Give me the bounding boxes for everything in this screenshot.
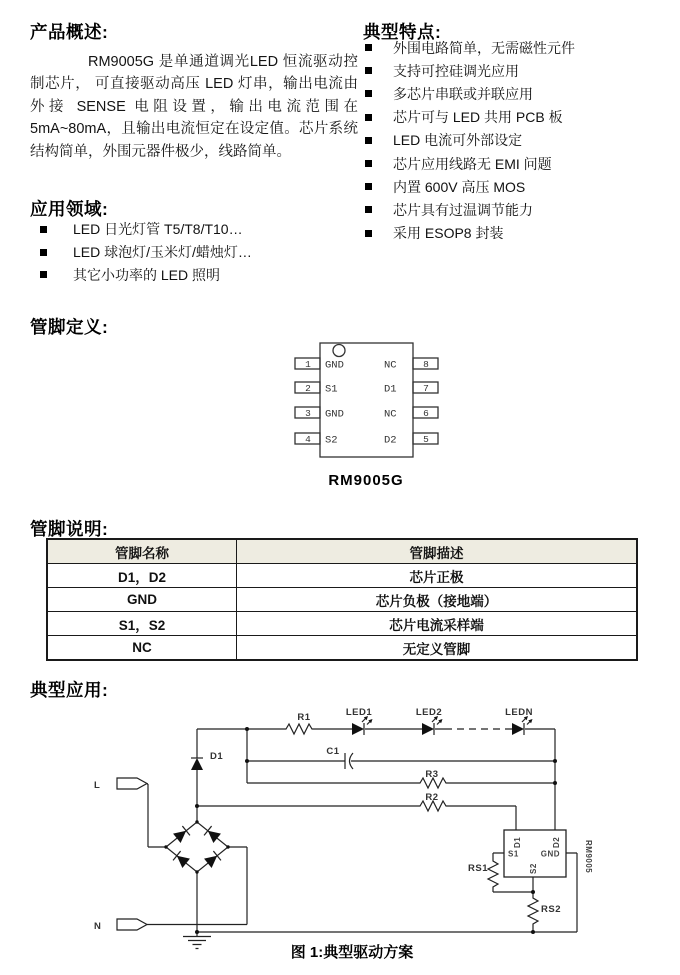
feature-text: 支持可控硅调光应用 [393, 62, 519, 79]
bullet-square-icon [40, 226, 47, 233]
ic-pin-d2-label: D2 [552, 836, 561, 848]
ic-pin-s1-label: S1 [508, 849, 519, 859]
neutral-terminal-icon [117, 919, 147, 930]
live-terminal-icon [117, 778, 147, 789]
feature-item [365, 82, 665, 105]
table-row [47, 564, 637, 588]
pin-name: GND [325, 359, 344, 372]
ledn-icon [512, 716, 533, 735]
bullet-square-icon [365, 183, 372, 190]
pin-name: NC [384, 359, 397, 372]
table-row [47, 612, 637, 636]
feature-text: 芯片可与 LED 共用 PCB 板 [393, 109, 563, 126]
resistor-rs1-icon [488, 858, 498, 890]
application-text: LED 日光灯管 T5/T8/T10… [73, 221, 243, 238]
diode-d1-label: D1 [210, 751, 224, 762]
applications-title: 应用领域: [30, 198, 109, 219]
table-cell: 无定义管脚 [237, 636, 638, 661]
led1-label: LED1 [345, 707, 373, 718]
pin-definition-title: 管脚定义: [30, 316, 109, 337]
diode-d1-icon [191, 758, 203, 770]
pin-description-table [46, 538, 638, 661]
resistor-r3-label: R3 [425, 769, 439, 780]
table-header-row [47, 539, 637, 564]
application-item [40, 241, 360, 264]
feature-text: 芯片应用线路无 EMI 问题 [393, 155, 552, 172]
table-cell: NC [47, 636, 237, 661]
table-cell: 芯片电流采样端 [237, 612, 638, 636]
pin-description-title: 管脚说明: [30, 518, 109, 539]
feature-item [365, 36, 665, 59]
bullet-square-icon [365, 67, 372, 74]
table-header-cell: 管脚描述 [237, 539, 638, 564]
bullet-square-icon [365, 160, 372, 167]
capacitor-c1-label: C1 [326, 746, 340, 757]
feature-text: 外围电路简单，无需磁性元件 [393, 39, 575, 56]
table-cell: 芯片负极（接地端） [237, 588, 638, 612]
bullet-square-icon [365, 114, 372, 121]
application-circuit-diagram [20, 690, 660, 975]
led2-label: LED2 [415, 707, 443, 718]
overview-title: 产品概述: [30, 21, 109, 42]
table-cell: 芯片正极 [237, 564, 638, 588]
led1-icon [352, 716, 373, 735]
features-title: 典型特点: [363, 21, 442, 42]
bullet-square-icon [40, 271, 47, 278]
ic-part-number-label: RM9005 [584, 840, 593, 874]
feature-item [365, 222, 665, 245]
pin-number: 8 [423, 359, 429, 370]
live-terminal-label: L [94, 780, 101, 791]
feature-text: 内置 600V 高压 MOS [393, 178, 526, 195]
pin-name: D2 [384, 434, 397, 447]
table-cell: D1，D2 [47, 564, 237, 588]
table-row [47, 588, 637, 612]
pin-name: GND [325, 408, 344, 421]
pin-number: 1 [305, 359, 311, 370]
features-list [365, 36, 665, 245]
feature-item [365, 198, 665, 221]
overview-paragraph: RM9005G 是单通道调光LED 恒流驱动控制芯片， 可直接驱动高压 LED 灯串，输出电流由外接 SENSE 电阻设置，输出电流范围在 5mA~80mA，且输出电流恒定在设定值。芯片系统结构简单，外围元器件极少，线路简单。 [30, 53, 358, 160]
resistor-rs1-label: RS1 [468, 863, 488, 874]
ic-pin-s2-label: S2 [529, 863, 538, 874]
resistor-rs2-icon [528, 895, 538, 927]
junction-dots [164, 727, 557, 934]
applications-list [40, 218, 360, 286]
feature-text: 芯片具有过温调节能力 [393, 201, 533, 218]
feature-item [365, 129, 665, 152]
bridge-rectifier [166, 822, 228, 872]
ic-pin-gnd-label: GND [540, 849, 560, 859]
ledn-label: LEDN [505, 707, 533, 718]
pin-number: 2 [305, 383, 311, 394]
resistor-rs2-label: RS2 [541, 904, 561, 915]
application-text: LED 球泡灯/玉米灯/蜡烛灯… [73, 244, 252, 261]
ic-pin-d1-label: D1 [513, 836, 522, 848]
feature-item [365, 59, 665, 82]
pin1-marker-icon [333, 345, 345, 357]
feature-text: 采用 ESOP8 封装 [393, 225, 504, 242]
bullet-square-icon [365, 137, 372, 144]
pin-name: NC [384, 408, 397, 421]
pin-number: 6 [423, 408, 429, 419]
pin-number: 4 [305, 434, 311, 445]
pin-name: S1 [325, 383, 338, 396]
chip-name-label: RM9005G [328, 472, 404, 489]
pin-number: 7 [423, 383, 429, 394]
led2-icon [422, 716, 443, 735]
application-item [40, 264, 360, 287]
feature-item [365, 175, 665, 198]
pin-name: S2 [325, 434, 338, 447]
bullet-square-icon [365, 230, 372, 237]
application-text: 其它小功率的 LED 照明 [73, 266, 221, 283]
neutral-terminal-label: N [94, 921, 102, 932]
bullet-square-icon [365, 44, 372, 51]
bullet-square-icon [365, 206, 372, 213]
table-row [47, 636, 637, 661]
pin-name: D1 [384, 383, 397, 396]
chip-pinout-diagram [280, 337, 450, 495]
table-cell: GND [47, 588, 237, 612]
figure-caption: 图 1:典型驱动方案 [290, 944, 414, 961]
feature-text: 多芯片串联或并联应用 [393, 85, 533, 102]
resistor-r2-label: R2 [425, 792, 439, 803]
feature-item [365, 106, 665, 129]
bullet-square-icon [365, 90, 372, 97]
resistor-r1-icon [283, 724, 315, 734]
feature-item [365, 152, 665, 175]
pin-number: 3 [305, 408, 311, 419]
typical-application-title: 典型应用: [30, 679, 109, 700]
table-cell: S1，S2 [47, 612, 237, 636]
application-item [40, 218, 360, 241]
pin-number: 5 [423, 434, 429, 445]
resistor-r1-label: R1 [297, 712, 311, 723]
feature-text: LED 电流可外部设定 [393, 132, 523, 149]
table-header-cell: 管脚名称 [47, 539, 237, 564]
bullet-square-icon [40, 249, 47, 256]
